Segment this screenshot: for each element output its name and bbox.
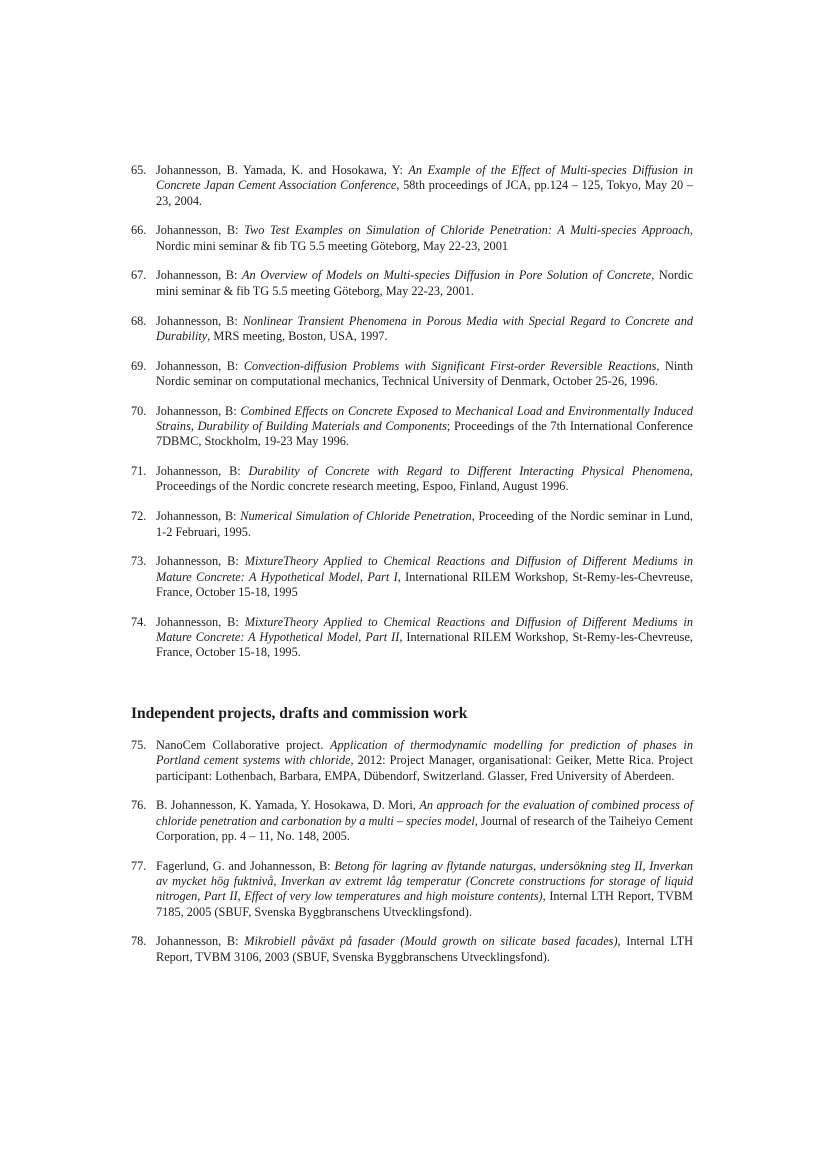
reference-title: An approach for the evaluation of combined process of chloride penetration and carbonation by a multi – species model: [156, 798, 694, 828]
reference-number: 70.: [131, 403, 147, 418]
reference-title: Convection-diffusion Problems with Significant First-order Reversible Reactions: [243, 358, 657, 373]
reference-text: [156, 268, 693, 299]
reference-text: [156, 934, 693, 965]
reference-details: Johannesson, B:: [156, 223, 245, 238]
reference-details: , Internal LTH Report, TVBM 7185, 2005 (SBUF, Svenska Byggbranschens Utvecklingsfond).: [156, 889, 693, 919]
reference-item: [131, 554, 693, 600]
reference-text: [156, 615, 693, 661]
reference-title: Application of thermodynamic modelling for prediction of phases in Portland cement systems with chloride: [156, 738, 693, 768]
reference-details: Fagerlund, G. and Johannesson, B:: [156, 858, 335, 873]
reference-number: 67.: [131, 268, 147, 283]
reference-number: 69.: [131, 358, 147, 373]
reference-details: Johannesson, B:: [156, 464, 249, 479]
reference-title: Two Test Examples on Simulation of Chloride Penetration: A Multi-species Approach: [244, 223, 690, 238]
reference-details: Johannesson, B:: [156, 358, 244, 373]
reference-text: [156, 509, 693, 540]
reference-item: [131, 404, 693, 450]
reference-details: , International RILEM Workshop, St-Remy-les-Chevreuse, France, October 15-18, 1995: [156, 569, 693, 599]
reference-item: [131, 509, 693, 540]
reference-title: Nonlinear Transient Phenomena in Porous Media with Special Regard to Concrete and Durability: [156, 313, 693, 343]
reference-list-publications: [131, 163, 693, 675]
reference-details: NanoCem Collaborative project.: [156, 738, 331, 752]
reference-details: , Proceeding of the Nordic seminar in Lund, 1-2 Februari, 1995.: [156, 509, 693, 539]
reference-item: [131, 163, 693, 209]
reference-item: [131, 738, 693, 784]
reference-title: Numerical Simulation of Chloride Penetration: [240, 509, 472, 524]
reference-title: An Example of the Effect of Multi-species Diffusion in Concrete Japan Cement Association Conference: [156, 163, 693, 193]
reference-details: , Ninth Nordic seminar on computational mechanics, Technical University of Denmark, October 25-26, 1996.: [156, 358, 693, 388]
reference-details: Johannesson, B:: [156, 403, 241, 418]
reference-title: Betong för lagring av flytande naturgas, undersökning steg II, Inverkan av mycket hög fuktnivå, Inverkan av extremt låg temperatur (Concrete constructions for storage of liquid nitrogen, Part II, Effect of very low temperatures and high moisture contents): [156, 858, 694, 904]
reference-details: , Nordic mini seminar & fib TG 5.5 meeting Göteborg, May 22-23, 2001.: [156, 268, 693, 298]
reference-item: [131, 314, 693, 345]
reference-title: Durability of Concrete with Regard to Different Interacting Physical Phenomena: [248, 464, 690, 479]
reference-details: ; Proceedings of the 7th International Conference 7DBMC, Stockholm, 19-23 May 1996.: [156, 419, 693, 449]
reference-details: , Nordic mini seminar & fib TG 5.5 meeting Göteborg, May 22-23, 2001: [156, 223, 693, 253]
reference-number: 74.: [131, 614, 147, 629]
reference-item: [131, 934, 693, 965]
reference-number: 76.: [131, 798, 147, 813]
reference-details: , Internal LTH Report, TVBM 3106, 2003 (SBUF, Svenska Byggbranschens Utvecklingsfond).: [156, 934, 693, 964]
reference-item: [131, 859, 693, 920]
reference-text: [156, 464, 693, 495]
reference-item: [131, 268, 693, 299]
reference-details: , International RILEM Workshop, St-Remy-les-Chevreuse, France, October 15-18, 1995.: [156, 630, 694, 660]
reference-number: 72.: [131, 509, 147, 524]
reference-title: MixtureTheory Applied to Chemical Reactions and Diffusion of Different Mediums in Mature Concrete: A Hypothetical Model, Part II: [156, 614, 693, 645]
reference-item: [131, 223, 693, 254]
reference-details: B. Johannesson, K. Yamada, Y. Hosokawa, D. Mori,: [156, 798, 420, 813]
reference-title: MixtureTheory Applied to Chemical Reactions and Diffusion of Different Mediums in Mature Concrete: A Hypothetical Model, Part I: [156, 554, 693, 584]
section-heading: Independent projects, drafts and commission work: [131, 705, 468, 722]
reference-item: [131, 798, 693, 844]
reference-text: [156, 223, 693, 254]
reference-title: Mikrobiell påväxt på fasader (Mould growth on silicate based facades): [244, 934, 618, 949]
reference-details: , MRS meeting, Boston, USA, 1997.: [207, 328, 388, 343]
reference-text: [156, 859, 693, 920]
reference-text: [156, 554, 693, 600]
reference-details: , 2012: Project Manager, organisational: Geiker, Mette Rica. Project participant: Lothenbach, Barbara, EMPA, Dübendorf, Switzerland. Glasser, Fred University of Aberdeen.: [156, 753, 694, 783]
reference-list-projects: [131, 738, 693, 980]
reference-item: [131, 359, 693, 390]
reference-details: Johannesson, B:: [156, 268, 242, 283]
reference-number: 73.: [131, 554, 147, 569]
reference-details: Johannesson, B. Yamada, K. and Hosokawa, Y:: [156, 163, 409, 177]
reference-text: [156, 798, 693, 844]
reference-number: 65.: [131, 163, 147, 177]
reference-text: [156, 404, 693, 450]
reference-number: 75.: [131, 738, 147, 752]
reference-text: [156, 163, 693, 209]
reference-item: [131, 615, 693, 661]
reference-title: Combined Effects on Concrete Exposed to Mechanical Load and Environmentally Induced Strains, Durability of Building Materials and Components: [156, 403, 693, 434]
reference-item: [131, 464, 693, 495]
reference-details: Johannesson, B:: [156, 614, 245, 629]
reference-details: , Proceedings of the Nordic concrete research meeting, Espoo, Finland, August 1996.: [156, 464, 693, 494]
reference-text: [156, 359, 693, 390]
reference-number: 68.: [131, 313, 147, 328]
reference-text: [156, 738, 693, 784]
reference-details: , 58th proceedings of JCA, pp.124 – 125, Tokyo, May 20 –23, 2004.: [156, 178, 693, 208]
reference-details: Johannesson, B:: [156, 934, 245, 949]
reference-details: , Journal of research of the Taiheiyo Cement Corporation, pp. 4 – 11, No. 148, 2005.: [156, 813, 693, 843]
reference-text: [156, 314, 693, 345]
reference-details: Johannesson, B:: [156, 509, 241, 524]
reference-number: 78.: [131, 934, 147, 949]
reference-number: 71.: [131, 464, 147, 479]
reference-title: An Overview of Models on Multi-species Diffusion in Pore Solution of Concrete: [241, 268, 652, 283]
reference-details: Johannesson, B:: [156, 554, 245, 569]
reference-details: Johannesson, B:: [156, 313, 243, 328]
reference-number: 66.: [131, 223, 147, 238]
reference-number: 77.: [131, 858, 147, 873]
